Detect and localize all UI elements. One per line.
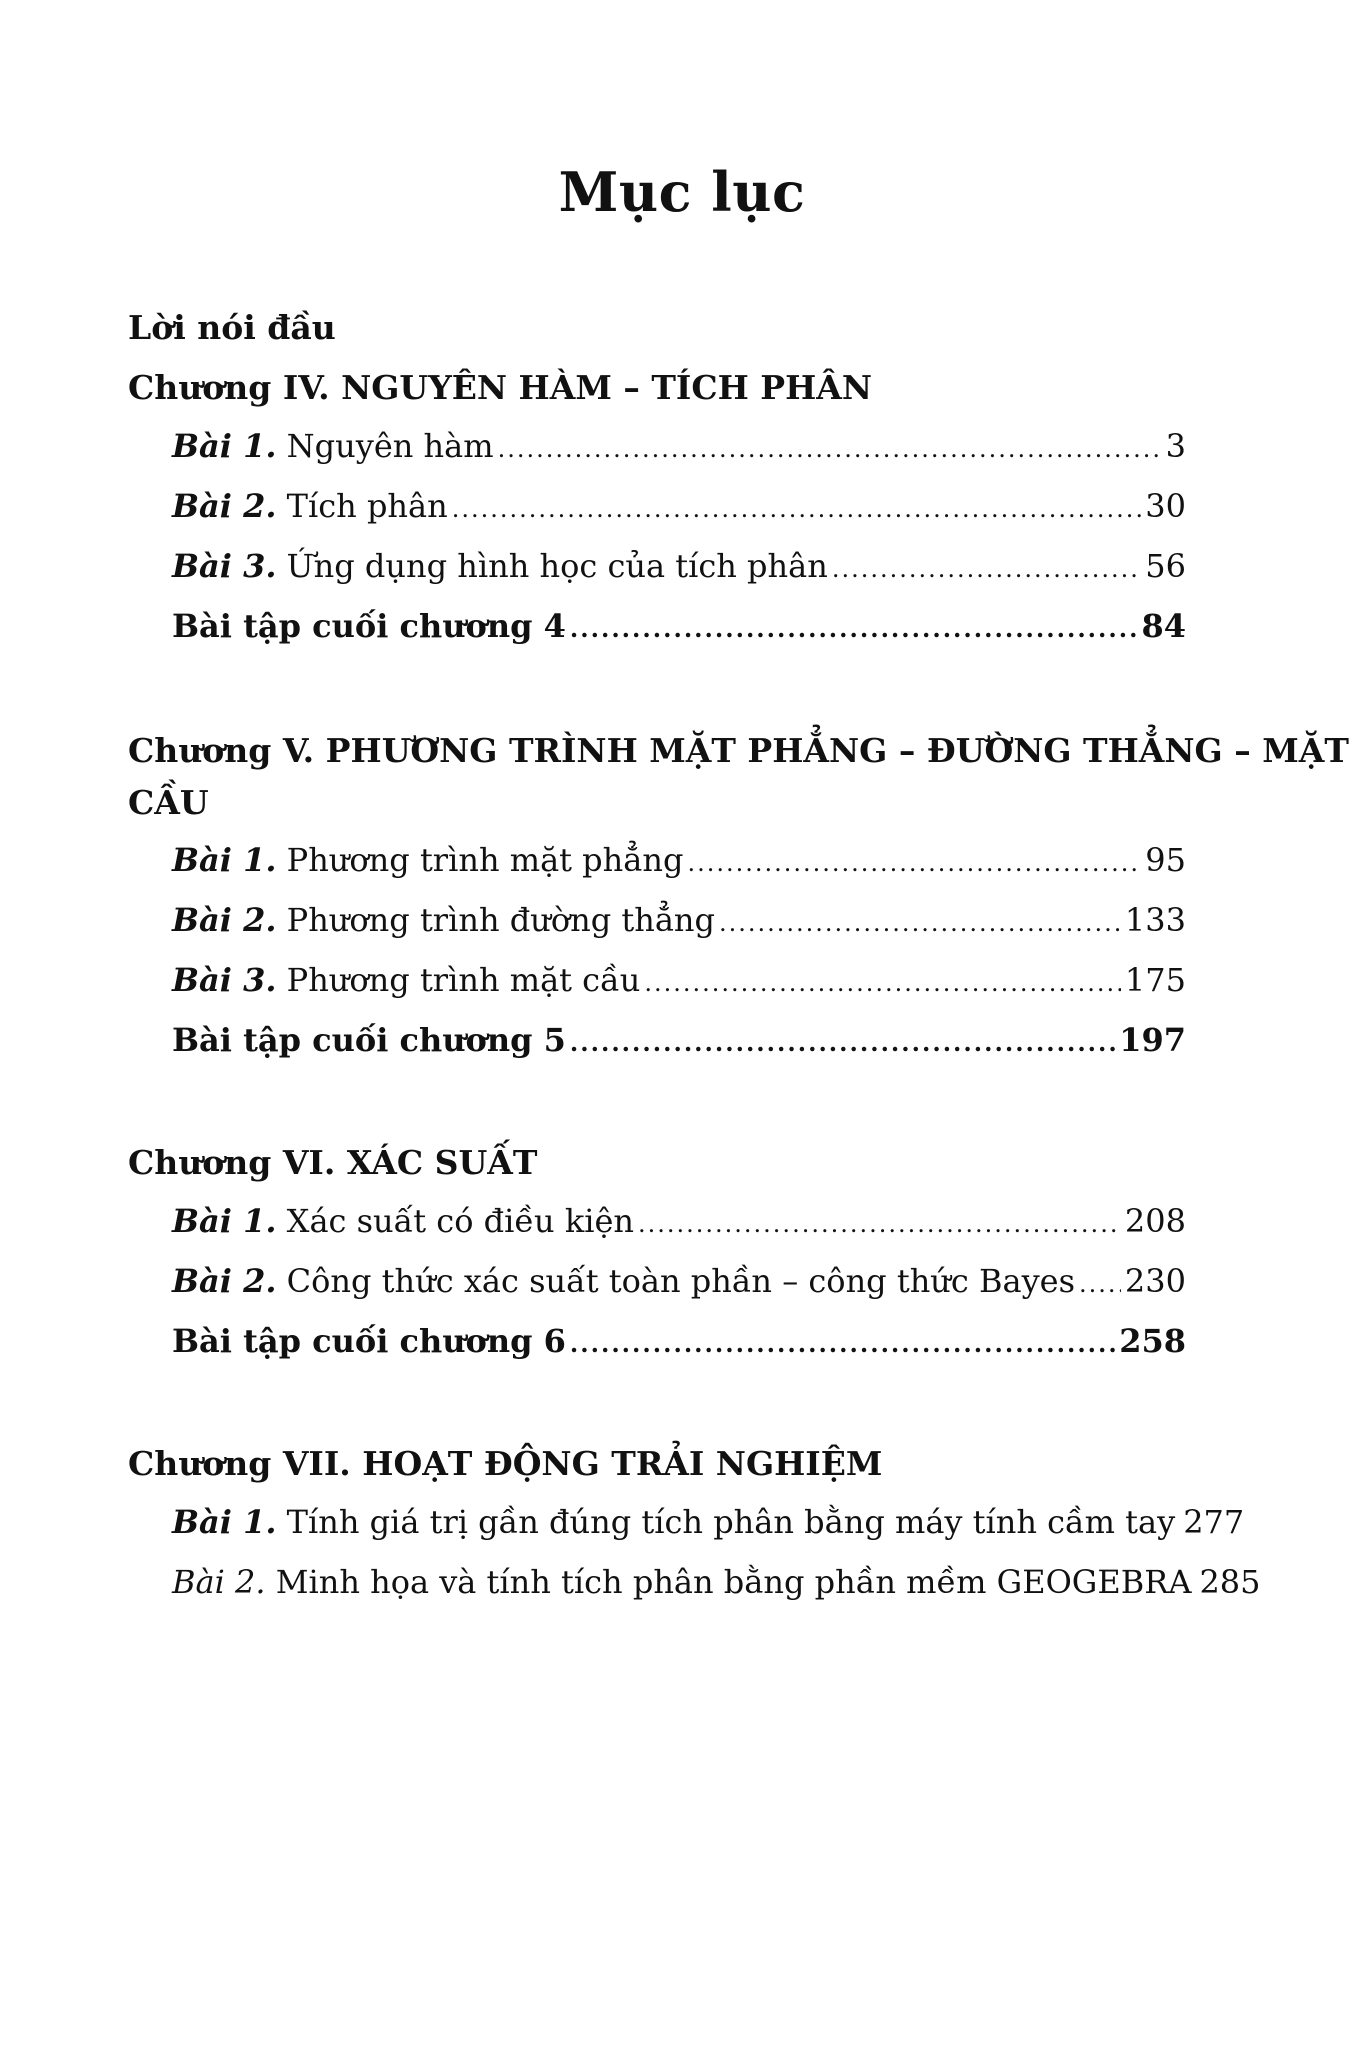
dot-leader [638,1202,1121,1246]
toc-entry [172,1259,1186,1306]
entry-label: Bài 1. Xác suất có điều kiện [172,1202,634,1240]
entry-label: Bài 2. Minh họa và tính tích phân bằng phần mềm GEOGEBRA [172,1563,1192,1601]
page-number: 285 [1199,1563,1261,1601]
dot-leader [570,1322,1115,1366]
entry-label: Bài 1. Phương trình mặt phẳng [172,841,684,879]
toc-entry [172,484,1186,531]
preface-heading: Lời nói đầu [128,308,336,347]
dot-leader [570,1021,1115,1065]
toc-entry [172,838,1186,885]
chapter-6-heading: Chương VI. XÁC SUẤT [128,1143,538,1182]
page-number: 84 [1141,607,1186,645]
toc-entry-exercises [172,604,1186,651]
entry-label: Bài 2. Phương trình đường thẳng [172,901,715,939]
entry-label: Bài tập cuối chương 4 [172,607,566,645]
page-number: 258 [1119,1322,1186,1360]
toc-entry [172,544,1186,591]
page-number: 30 [1145,487,1186,525]
entry-label: Bài tập cuối chương 6 [172,1322,566,1360]
entry-label: Bài tập cuối chương 5 [172,1021,566,1059]
page-title: Mục lục [558,160,806,224]
entry-label: Bài 1. Tính giá trị gần đúng tích phân bằng máy tính cầm tay [172,1503,1176,1541]
entry-label: Bài 3. Phương trình mặt cầu [172,961,641,999]
page-number: 230 [1124,1262,1186,1300]
page-number: 56 [1145,547,1186,585]
entry-label: Bài 1. Nguyên hàm [172,427,494,465]
dot-leader [452,487,1142,531]
page-number: 208 [1124,1202,1186,1240]
toc-entry-exercises [172,1018,1186,1065]
dot-leader [498,427,1162,471]
toc-entry [172,1500,1245,1547]
page-number: 133 [1124,901,1186,939]
dot-leader [1079,1262,1121,1306]
entry-label: Bài 3. Ứng dụng hình học của tích phân [172,547,828,585]
chapter-5-heading: Chương V. PHƯƠNG TRÌNH MẶT PHẲNG – ĐƯỜNG THẲNG – MẶT [128,731,1349,770]
dot-leader [719,901,1121,945]
toc-entry [172,898,1186,945]
page-number: 277 [1183,1503,1245,1541]
chapter-5-heading-cont: CẦU [128,783,209,822]
entry-label: Bài 2. Công thức xác suất toàn phần – công thức Bayes [172,1262,1076,1300]
toc-entry [172,1199,1186,1246]
page-number: 95 [1145,841,1186,879]
dot-leader [570,607,1138,651]
chapter-7-heading: Chương VII. HOẠT ĐỘNG TRẢI NGHIỆM [128,1444,883,1483]
toc-entry [172,958,1186,1005]
page-number: 3 [1165,427,1186,465]
dot-leader [832,547,1141,591]
page-number: 197 [1119,1021,1186,1059]
page-number: 175 [1124,961,1186,999]
dot-leader [687,841,1141,885]
toc-entry [172,424,1186,471]
entry-label: Bài 2. Tích phân [172,487,448,525]
chapter-4-heading: Chương IV. NGUYÊN HÀM – TÍCH PHÂN [128,368,873,407]
toc-entry [172,1560,1261,1607]
toc-entry-exercises [172,1319,1186,1366]
dot-leader [644,961,1121,1005]
